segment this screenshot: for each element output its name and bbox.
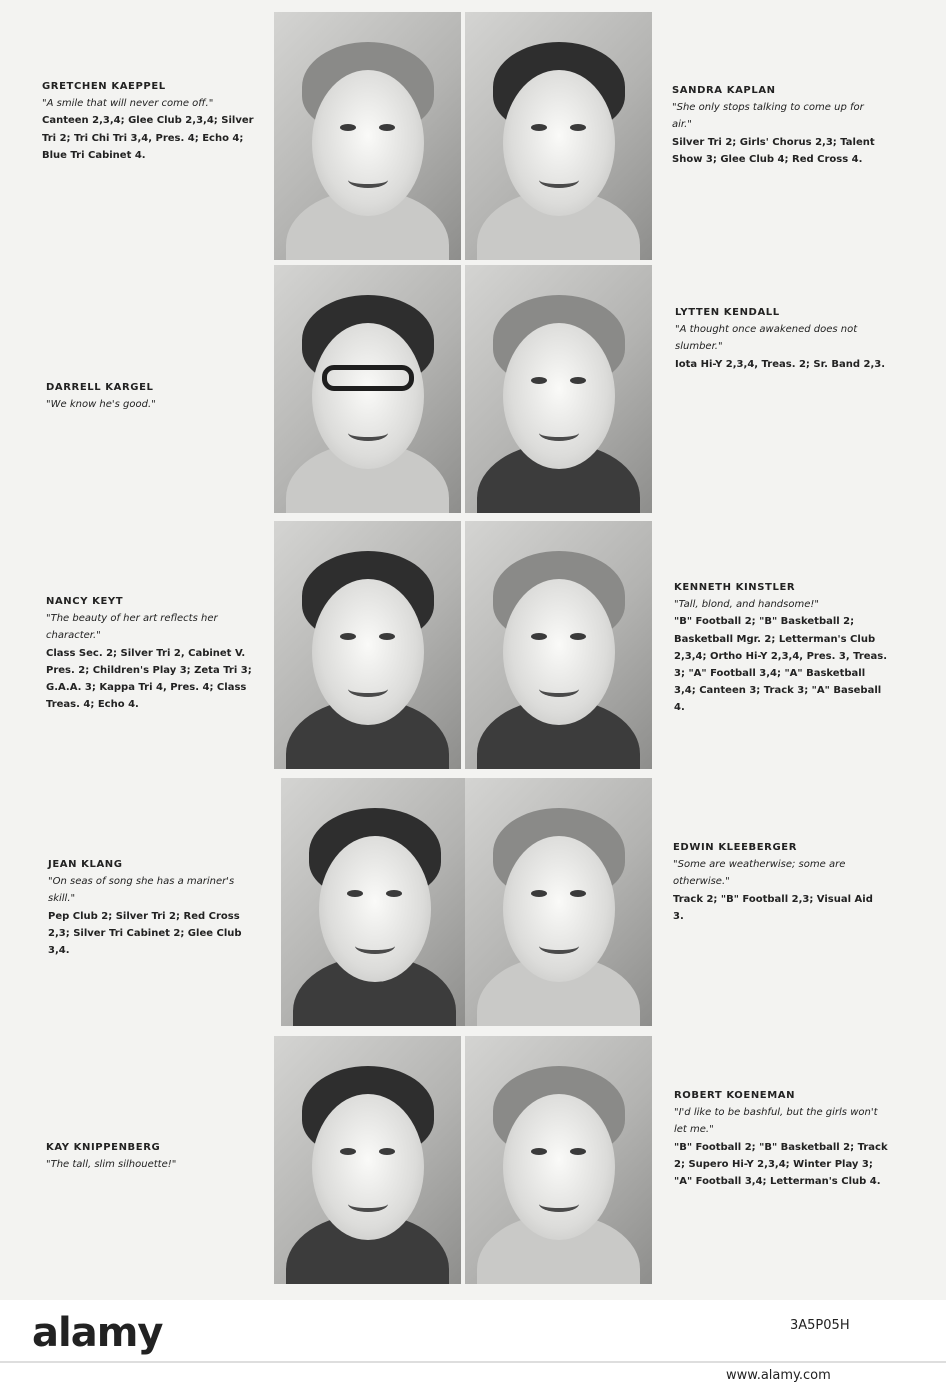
image-id: 3A5P05H bbox=[790, 1318, 850, 1333]
student-activities: Silver Tri 2; Girls' Chorus 2,3; Talent Show 3; Glee Club 4; Red Cross 4. bbox=[672, 136, 875, 165]
portrait-photo-6 bbox=[465, 521, 652, 769]
student-quote: "Tall, blond, and handsome!" bbox=[674, 599, 819, 611]
student-name: LYTTEN KENDALL bbox=[675, 307, 780, 318]
student-quote: "I'd like to be bashful, but the girls won't let me." bbox=[674, 1107, 878, 1136]
portrait-photo-8 bbox=[465, 778, 652, 1026]
portrait-photo-1 bbox=[274, 12, 461, 260]
student-quote: "A thought once awakened does not slumber." bbox=[675, 324, 858, 353]
student-name: DARRELL KARGEL bbox=[46, 382, 154, 393]
student-activities: Iota Hi-Y 2,3,4, Treas. 2; Sr. Band 2,3. bbox=[675, 358, 886, 370]
student-quote: "The tall, slim silhouette!" bbox=[46, 1159, 177, 1171]
portrait-photo-7 bbox=[281, 778, 468, 1026]
student-caption-1 bbox=[42, 78, 256, 164]
student-name: GRETCHEN KAEPPEL bbox=[42, 81, 166, 92]
student-quote: "She only stops talking to come up for air." bbox=[672, 102, 864, 131]
student-quote: "The beauty of her art reflects her character." bbox=[46, 613, 218, 642]
portrait-photo-10 bbox=[465, 1036, 652, 1284]
student-caption-3 bbox=[46, 379, 260, 413]
student-name: KENNETH KINSTLER bbox=[674, 582, 796, 593]
student-name: JEAN KLANG bbox=[48, 859, 123, 870]
student-activities: Track 2; "B" Football 2,3; Visual Aid 3. bbox=[673, 893, 873, 922]
student-caption-6 bbox=[674, 579, 888, 717]
portrait-photo-3 bbox=[274, 265, 461, 513]
student-name: KAY KNIPPENBERG bbox=[46, 1142, 161, 1153]
student-activities: Pep Club 2; Silver Tri 2; Red Cross 2,3; Silver Tri Cabinet 2; Glee Club 3,4. bbox=[48, 910, 242, 957]
footer-divider bbox=[0, 1361, 946, 1363]
student-caption-9 bbox=[46, 1139, 260, 1173]
student-caption-7 bbox=[48, 856, 262, 959]
student-caption-2 bbox=[672, 82, 886, 168]
student-name: NANCY KEYT bbox=[46, 596, 124, 607]
portrait-photo-4 bbox=[465, 265, 652, 513]
website-url: www.alamy.com bbox=[726, 1368, 831, 1383]
student-caption-5 bbox=[46, 593, 260, 713]
student-name: ROBERT KOENEMAN bbox=[674, 1090, 796, 1101]
student-activities: Class Sec. 2; Silver Tri 2, Cabinet V. Pres. 2; Children's Play 3; Zeta Tri 3; G.A.A. 3; Kappa Tri 4, Pres. 4; Class Treas. 4; Echo 4. bbox=[46, 647, 252, 711]
student-quote: "We know he's good." bbox=[46, 399, 156, 411]
student-caption-10 bbox=[674, 1087, 888, 1190]
student-activities: Canteen 2,3,4; Glee Club 2,3,4; Silver Tri 2; Tri Chi Tri 3,4, Pres. 4; Echo 4; Blue Tri Cabinet 4. bbox=[42, 115, 254, 161]
student-quote: "On seas of song she has a mariner's skill." bbox=[48, 876, 235, 905]
portrait-photo-2 bbox=[465, 12, 652, 260]
student-quote: "Some are weatherwise; some are otherwise." bbox=[673, 859, 846, 888]
student-activities: "B" Football 2; "B" Basketball 2; Track 2; Supero Hi-Y 2,3,4; Winter Play 3; "A" Football 3,4; Letterman's Club 4. bbox=[674, 1141, 888, 1188]
student-caption-4 bbox=[675, 304, 889, 373]
portrait-photo-5 bbox=[274, 521, 461, 769]
student-name: EDWIN KLEEBERGER bbox=[673, 842, 798, 853]
portrait-photo-9 bbox=[274, 1036, 461, 1284]
student-caption-8 bbox=[673, 839, 887, 925]
student-activities: "B" Football 2; "B" Basketball 2; Basketball Mgr. 2; Letterman's Club 2,3,4; Ortho Hi-Y 2,3,4, Pres. 3, Treas. 3; "A" Football 3,4; "A" Basketball 3,4; Canteen 3; Track 3; "A" Baseball 4. bbox=[674, 616, 888, 714]
student-quote: "A smile that will never come off." bbox=[42, 98, 214, 110]
student-name: SANDRA KAPLAN bbox=[672, 85, 776, 96]
alamy-logo: alamy bbox=[32, 1310, 163, 1356]
